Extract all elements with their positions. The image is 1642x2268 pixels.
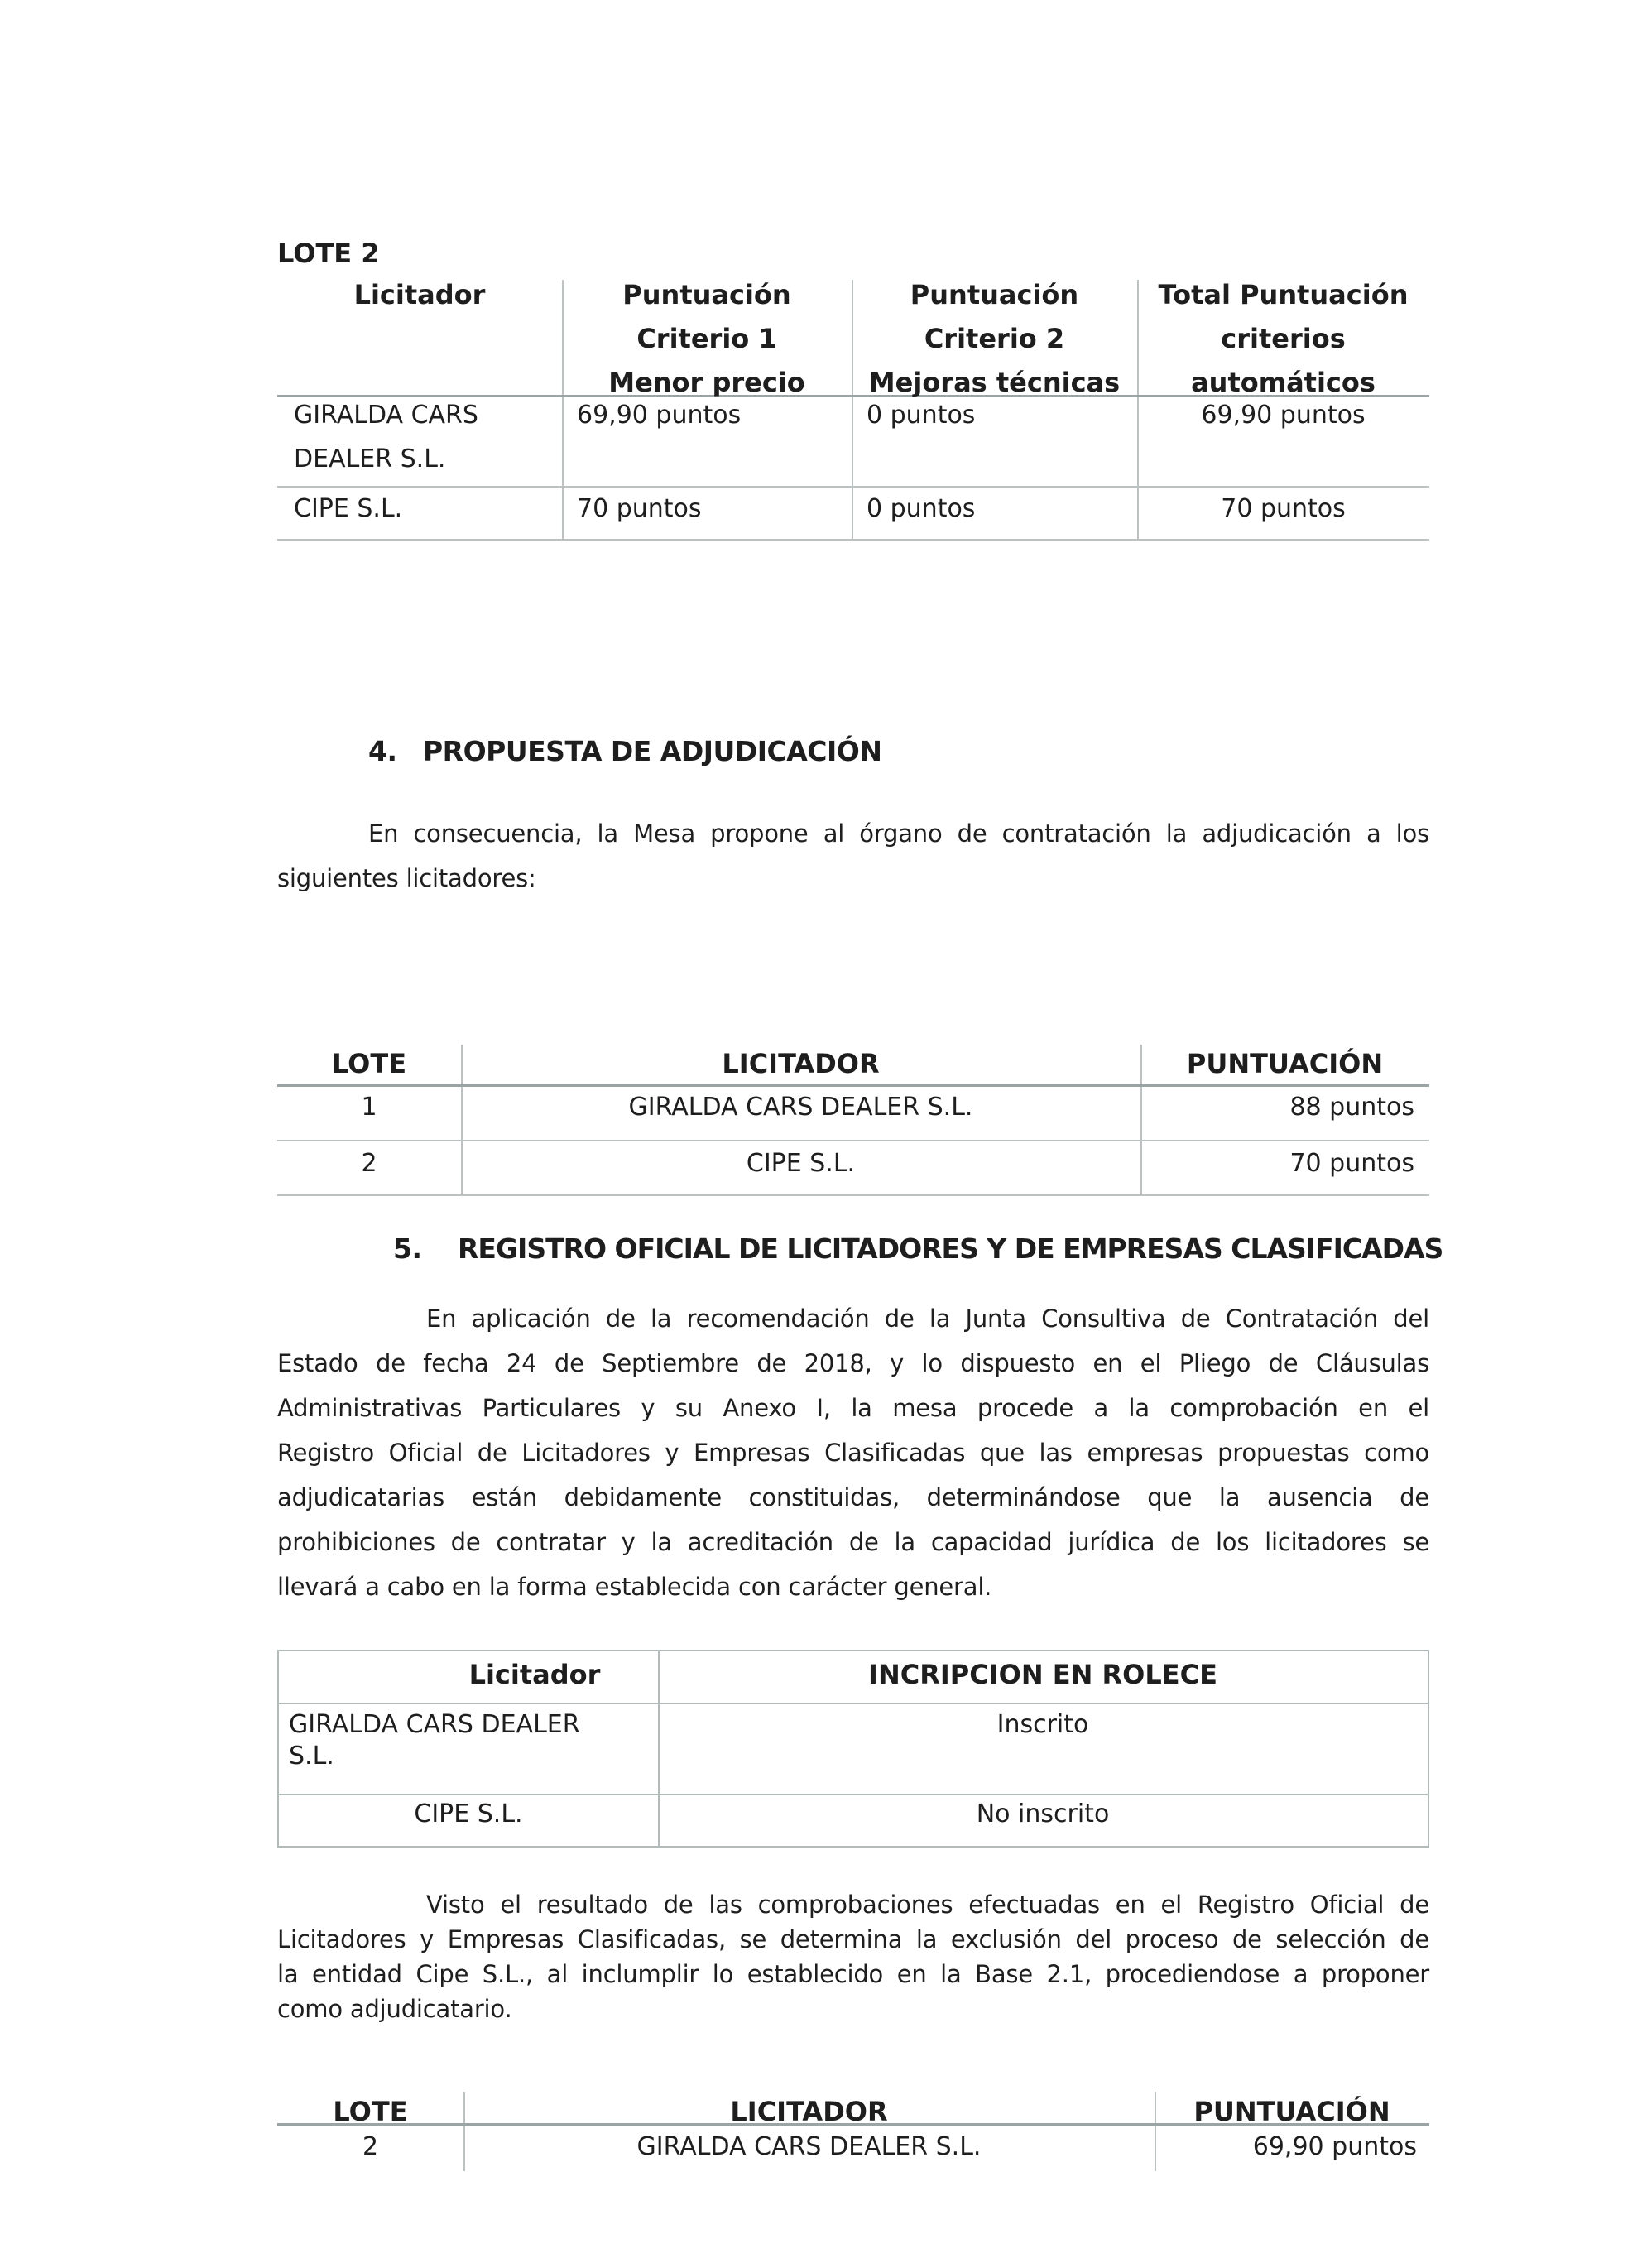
table4-row1-puntuacion: 69,90 puntos <box>1252 2132 1417 2161</box>
table2-header-licitador: LICITADOR <box>722 1048 880 1079</box>
section5-paragraph-line1: En aplicación de la recomendación de la Junta Consultiva de Contratación del <box>426 1305 1429 1333</box>
section5-paragraph-line7: llevará a cabo en la forma establecida con carácter general. <box>277 1573 992 1601</box>
section4-paragraph-line1: En consecuencia, la Mesa propone al órgano de contratación la adjudicación a los <box>368 819 1429 848</box>
table4-header-lote: LOTE <box>333 2096 408 2127</box>
table2-row1-puntuacion: 88 puntos <box>1289 1093 1414 1122</box>
table2-header-puntuacion: PUNTUACIÓN <box>1186 1048 1384 1079</box>
table1-header-total-line2: criterios <box>1221 323 1346 354</box>
table1-row1-criterio1: 69,90 puntos <box>577 401 742 430</box>
section5-paragraph-line2: Estado de fecha 24 de Septiembre de 2018, y lo dispuesto en el Pliego de Cláusulas <box>277 1349 1429 1377</box>
table1-row2-criterio2: 0 puntos <box>867 494 976 523</box>
table2-row2-puntuacion: 70 puntos <box>1289 1149 1414 1178</box>
table1-row1-licitador-line1: GIRALDA CARS <box>294 401 478 430</box>
visto-paragraph-line4: como adjudicatario. <box>277 1995 512 2023</box>
section5-title: REGISTRO OFICIAL DE LICITADORES Y DE EMPRESAS CLASIFICADAS <box>458 1233 1443 1265</box>
table1-row2-licitador: CIPE S.L. <box>294 494 403 523</box>
table4-row1-lote: 2 <box>362 2132 379 2161</box>
section5-paragraph <box>277 1296 1429 1609</box>
table1-header-criterio2-line1: Puntuación <box>910 279 1079 310</box>
section4-paragraph <box>277 811 1429 901</box>
table3-row1-licitador-line1: GIRALDA CARS DEALER <box>289 1710 580 1739</box>
section4-title: PROPUESTA DE ADJUDICACIÓN <box>423 735 882 767</box>
visto-paragraph-line2: Licitadores y Empresas Clasificadas, se determina la exclusión del proceso de selección de <box>277 1925 1429 1953</box>
table1-header-criterio1-line2: Criterio 1 <box>636 323 777 354</box>
table1-row1-criterio2: 0 puntos <box>867 401 976 430</box>
section4-paragraph-line2: siguientes licitadores: <box>277 864 536 892</box>
section5-paragraph-line4: Registro Oficial de Licitadores y Empresas Clasificadas que las empresas propuestas como <box>277 1439 1429 1467</box>
table1-header-criterio1-line1: Puntuación <box>622 279 791 310</box>
visto-paragraph-line1: Visto el resultado de las comprobaciones efectuadas en el Registro Oficial de <box>426 1891 1429 1919</box>
section5-paragraph-line3: Administrativas Particulares y su Anexo I, la mesa procede a la comprobación en el <box>277 1394 1429 1422</box>
table1-header-total <box>1137 273 1429 405</box>
section4-number: 4. <box>368 735 397 767</box>
table3-row-separator <box>279 1794 1428 1795</box>
table1-header-total-line1: Total Puntuación <box>1158 279 1409 310</box>
table1-header-licitador <box>277 273 562 317</box>
section5-paragraph-line6: prohibiciones de contratar y la acreditación de la capacidad jurídica de los licitadores se <box>277 1528 1429 1556</box>
table1-row2-criterio1: 70 puntos <box>577 494 702 523</box>
table1-header-criterio2-line2: Criterio 2 <box>924 323 1065 354</box>
table3-header-underline <box>279 1703 1428 1704</box>
table2-row1-licitador: GIRALDA CARS DEALER S.L. <box>628 1093 973 1122</box>
lote2-label: LOTE 2 <box>277 238 380 269</box>
table1-header-criterio1 <box>562 273 852 405</box>
table-propuesta <box>277 1045 1429 1194</box>
section5-paragraph-line5: adjudicatarias están debidamente constituidas, determinándose que la ausencia de <box>277 1483 1429 1511</box>
table3-row1-licitador-line2: S.L. <box>289 1742 334 1771</box>
table1-header-criterio2-line3: Mejoras técnicas <box>868 367 1121 398</box>
table3-row1-licitador <box>289 1709 653 1772</box>
table1-header-criterio1-line3: Menor precio <box>608 367 805 398</box>
table1-bottom-line <box>277 539 1429 541</box>
section5-number: 5. <box>393 1233 422 1265</box>
table1-row2-total: 70 puntos <box>1221 494 1346 523</box>
table3-row2-estado: No inscrito <box>976 1800 1110 1828</box>
table3-row2-licitador: CIPE S.L. <box>414 1800 523 1828</box>
table-final <box>277 2092 1429 2171</box>
table1-row1-licitador <box>294 393 562 481</box>
table-lote2-scores <box>277 280 1429 539</box>
visto-paragraph-line3: la entidad Cipe S.L., al inclumplir lo establecido en la Base 2.1, procediendose a proponer <box>277 1960 1429 1988</box>
table-rolece <box>277 1650 1429 1848</box>
table4-header-licitador: LICITADOR <box>730 2096 888 2127</box>
table2-row2-licitador: CIPE S.L. <box>746 1149 856 1178</box>
table1-header-licitador-text: Licitador <box>353 279 486 310</box>
table2-header-lote: LOTE <box>331 1048 407 1079</box>
table3-header-inscripcion: INCRIPCION EN ROLECE <box>868 1659 1217 1690</box>
table1-header-total-line3: automáticos <box>1191 367 1376 398</box>
table2-row1-lote: 1 <box>361 1093 377 1122</box>
table2-row2-lote: 2 <box>361 1149 377 1178</box>
table3-row1-estado: Inscrito <box>996 1710 1089 1739</box>
table4-row1-licitador: GIRALDA CARS DEALER S.L. <box>636 2132 982 2161</box>
table1-row1-total: 69,90 puntos <box>1201 401 1366 430</box>
table1-header-criterio2 <box>852 273 1137 405</box>
table3-header-licitador: Licitador <box>468 1659 601 1690</box>
table1-row1-licitador-line2: DEALER S.L. <box>294 444 446 473</box>
table2-bottom-line <box>277 1194 1429 1196</box>
visto-paragraph <box>277 1887 1429 2026</box>
table4-header-puntuacion: PUNTUACIÓN <box>1193 2096 1390 2127</box>
